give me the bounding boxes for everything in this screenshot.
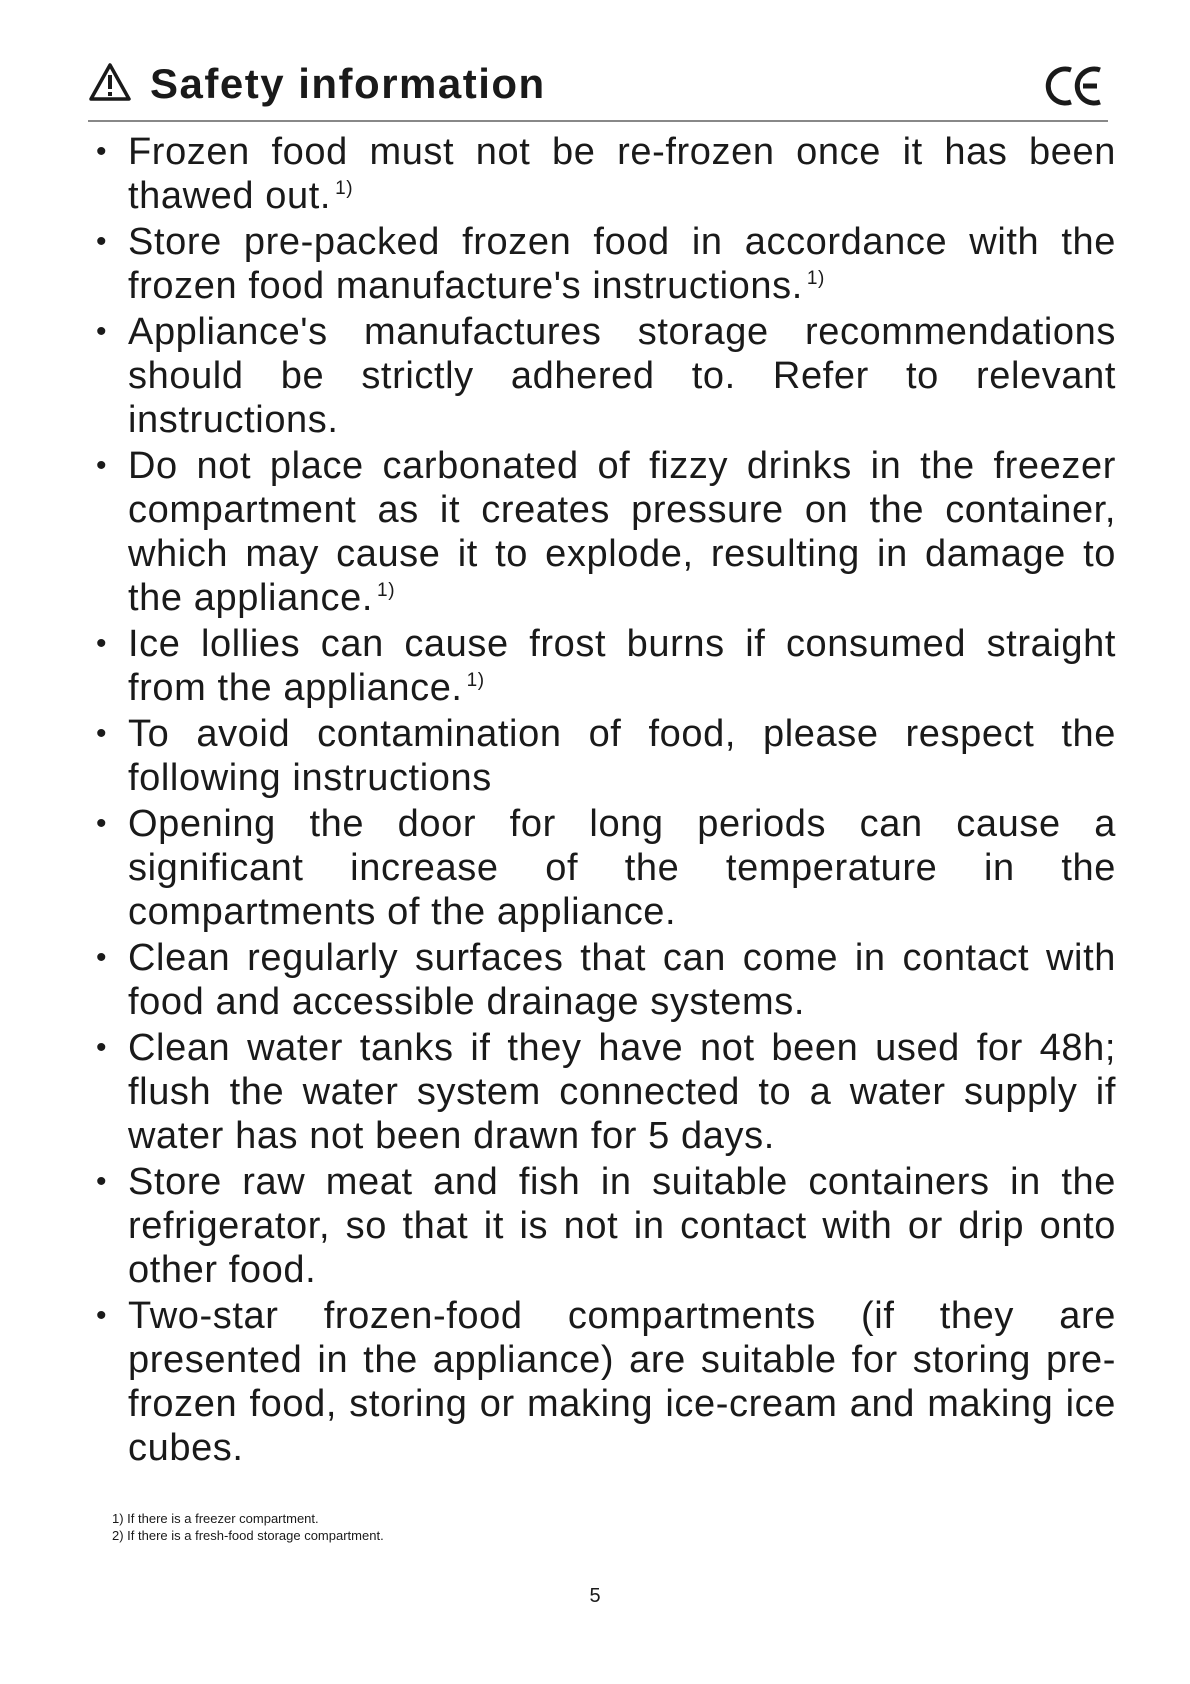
warning-triangle-icon [88, 62, 132, 102]
page-number: 5 [589, 1585, 601, 1607]
list-item [96, 1160, 1116, 1292]
list-item [96, 622, 1116, 710]
bullet-icon: • [96, 1031, 107, 1064]
list-item [96, 1026, 1116, 1158]
list-item [96, 220, 1116, 308]
item-text: Appliance's manufactures storage recommendations should be strictly adhered to. Refer to relevant instructions. [128, 311, 1116, 441]
item-text: Ice lollies can cause frost burns if consumed straight from the appliance. $^{1)}$ [128, 623, 1116, 709]
footnote-ref: 1) [377, 580, 396, 602]
header-divider [88, 120, 1108, 122]
bullet-icon: • [96, 941, 107, 974]
ce-mark-icon [1044, 64, 1106, 108]
footnote-ref: 1) [335, 178, 354, 200]
list-item [96, 130, 1116, 218]
item-text: To avoid contamination of food, please respect the following instructions [128, 713, 1116, 799]
bullet-icon: • [96, 627, 107, 660]
list-item [96, 444, 1116, 620]
footnote-2: 2) If there is a fresh-food storage compartment. [112, 1528, 384, 1543]
item-text: Store pre-packed frozen food in accordance with the frozen food manufacture's instructions. $^{1)}$ [128, 221, 1116, 307]
bullet-icon: • [96, 717, 107, 750]
bullet-icon: • [96, 1165, 107, 1198]
item-text: Do not place carbonated of fizzy drinks in the freezer compartment as it creates pressure on the container, which may cause it to explode, resulting in damage to the appliance. $^{1)}$ [128, 445, 1116, 619]
list-item [96, 712, 1116, 800]
list-item [96, 310, 1116, 442]
item-text: Opening the door for long periods can cause a significant increase of the temperature in the compartments of the appliance. [128, 803, 1116, 933]
bullet-icon: • [96, 449, 107, 482]
list-item [96, 802, 1116, 934]
footnotes [112, 1510, 384, 1544]
bullet-icon: • [96, 315, 107, 348]
item-text: Frozen food must not be re-frozen once it has been thawed out. $^{1)}$ [128, 131, 1116, 217]
page-title: Safety information [150, 60, 546, 107]
footnote-ref: 1) [806, 268, 825, 290]
bullet-icon: • [96, 807, 107, 840]
bullet-icon: • [96, 1299, 107, 1332]
item-text: Store raw meat and fish in suitable containers in the refrigerator, so that it is not in contact with or drip onto other food. [128, 1161, 1116, 1291]
list-item [96, 1294, 1116, 1470]
page-header [88, 58, 1108, 120]
item-text: Clean regularly surfaces that can come in contact with food and accessible drainage systems. [128, 937, 1116, 1023]
list-item [96, 936, 1116, 1024]
item-text: Two-star frozen-food compartments (if they are presented in the appliance) are suitable for storing pre-frozen food, storing or making ice-cream and making ice cubes. [128, 1295, 1116, 1469]
item-text: Clean water tanks if they have not been used for 48h; flush the water system connected to a water supply if water has not been drawn for 5 days. [128, 1027, 1116, 1157]
safety-list [96, 130, 1116, 1472]
bullet-icon: • [96, 225, 107, 258]
footnote-ref: 1) [466, 670, 485, 692]
bullet-icon: • [96, 135, 107, 168]
footnote-1: 1) If there is a freezer compartment. [112, 1511, 319, 1526]
